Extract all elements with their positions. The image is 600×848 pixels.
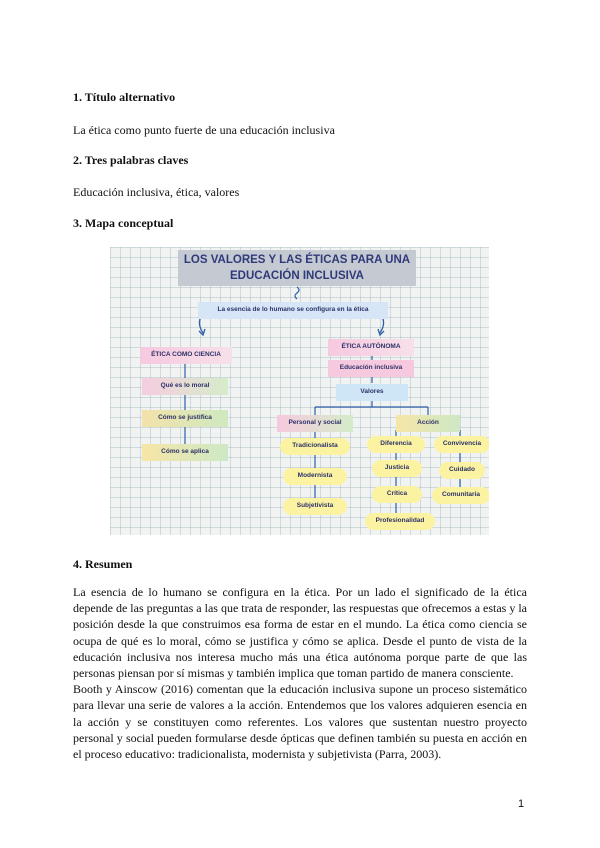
map-root-node: La esencia de lo humano se configura en la ética: [198, 302, 388, 319]
summary-paragraph-2: Booth y Ainscow (2016) comentan que la educación inclusiva supone un proceso sistemático para llevar una serie de valores a la acción. Entendemos que los valores adquieren esencia en la acción y se constituyen como referentes. Los valores que sustentan nuestro proyecto personal y social pueden formularse desde ópticas que definen también su puesta en acción en el proceso educativo: tradicionalista, modernista y subjetivista (Parra, 2003).: [73, 682, 527, 762]
map-accion-col1-item-1: Diferencia: [367, 436, 425, 453]
map-personal-item-2: Modernista: [283, 468, 347, 485]
summary-paragraph-1: La esencia de lo humano se configura en la ética. Por un lado el significado de la ética depende de las preguntas a las que trata de responder, las respuestas que ofrecemos a estas y la posición desde la que construimos esa forma de estar en el mundo. La ética como ciencia se ocupa de qué es lo moral, cómo se justifica y cómo se aplica. Desde el punto de vista de la educación inclusiva nos interesa mucho más una ética autónoma porque parte de que las personas piensan por sí mismas y también implica que toman partido de manera consciente.: [73, 585, 528, 681]
map-left-item-1: Qué es lo moral: [142, 378, 228, 395]
heading-keywords: 2. Tres palabras claves: [73, 153, 189, 167]
map-accion-col2-item-2: Cuidado: [439, 462, 485, 479]
map-accion-col1-item-2: Justicia: [372, 460, 422, 477]
concept-map: [110, 247, 489, 535]
map-right-sub1: Educación inclusiva: [328, 360, 414, 377]
page-number: 1: [518, 798, 525, 810]
heading-summary: 4. Resumen: [73, 557, 133, 571]
map-accion-col2-item-1: Convivencia: [434, 436, 489, 453]
map-title-line1: LOS VALORES Y LAS ÉTICAS PARA UNA: [183, 254, 411, 266]
map-personal-item-3: Subjetivista: [283, 498, 347, 515]
squiggle-connector: [295, 287, 299, 299]
map-branch-personal: Personal y social: [277, 415, 353, 432]
map-right-sub2: Valores: [336, 384, 408, 401]
map-branch-accion: Acción: [396, 415, 460, 432]
heading-alt-title: 1. Título alternativo: [73, 90, 176, 104]
alt-title-text: La ética como punto fuerte de una educación inclusiva: [73, 123, 335, 137]
map-accion-col1-item-3: Crítica: [372, 486, 422, 503]
map-accion-col1-item-4: Profesionalidad: [365, 513, 435, 530]
map-left-item-3: Cómo se aplica: [142, 444, 228, 461]
heading-concept-map: 3. Mapa conceptual: [73, 216, 174, 230]
map-title-line2: EDUCACIÓN INCLUSIVA: [230, 270, 364, 282]
map-right-head: ÉTICA AUTÓNOMA: [328, 339, 414, 356]
map-left-head: ÉTICA COMO CIENCIA: [140, 347, 232, 364]
map-accion-col2-item-3: Comunitaria: [432, 487, 489, 504]
summary-body: [73, 584, 527, 762]
map-left-item-2: Cómo se justifica: [142, 410, 228, 427]
keywords-text: Educación inclusiva, ética, valores: [73, 185, 240, 199]
map-personal-item-1: Tradicionalista: [280, 438, 350, 455]
